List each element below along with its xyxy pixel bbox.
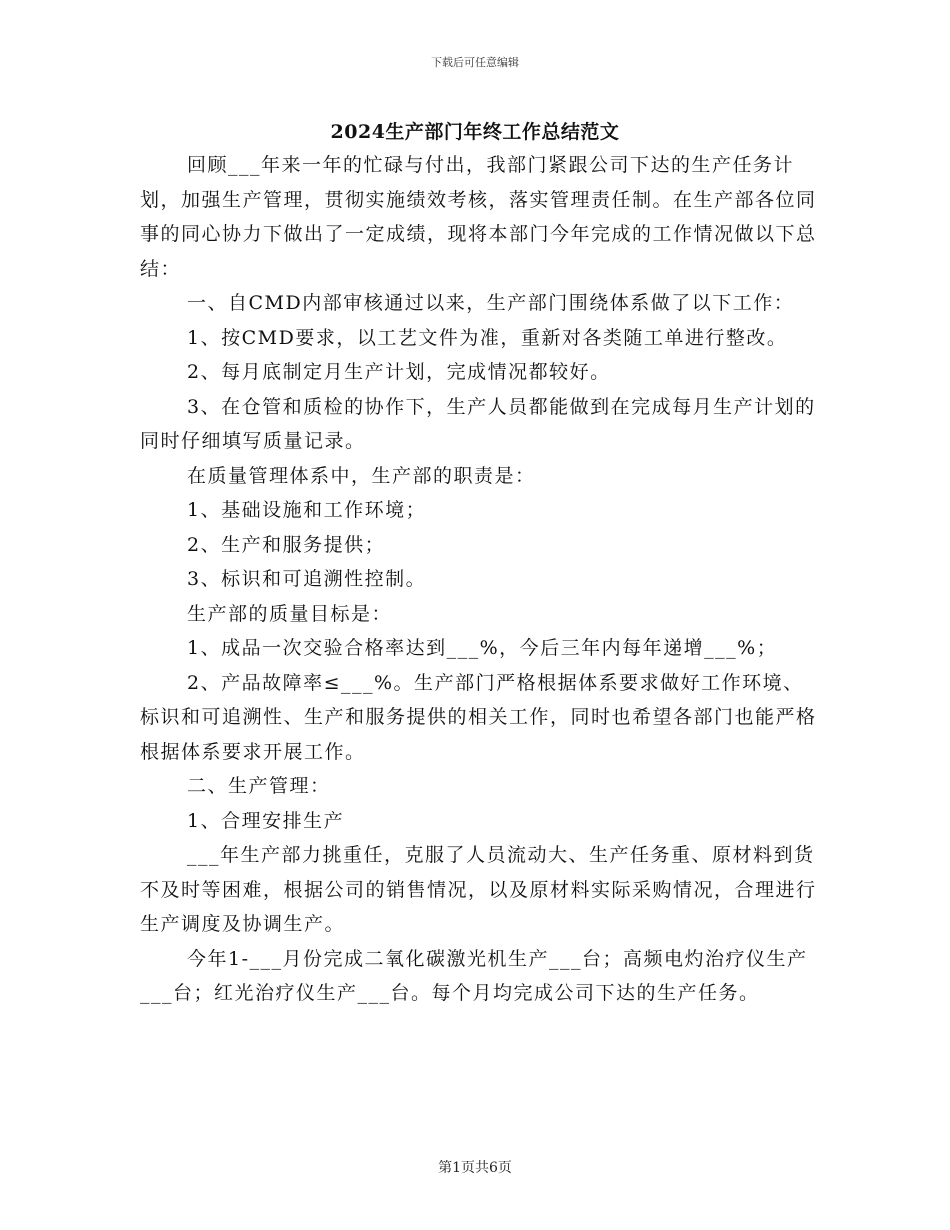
list-item: 2、生产和服务提供； xyxy=(187,533,386,556)
section-heading-cmd: 一、自CMD内部审核通过以来，生产部门围绕体系做了以下工作： xyxy=(187,292,795,314)
paragraph-quality-goals: 生产部的质量目标是： xyxy=(187,602,393,625)
list-item: 1、成品一次交验合格率达到___%，今后三年内每年递增___%； xyxy=(187,637,778,659)
subsection-heading: 1、合理安排生产 xyxy=(187,809,345,832)
list-item: 1、基础设施和工作环境； xyxy=(187,499,427,521)
document-body xyxy=(140,148,820,1011)
page-header: 下载后可任意编辑 xyxy=(431,56,519,69)
list-item: 3、标识和可追溯性控制。 xyxy=(187,568,427,590)
page-number: 第1页共6页 xyxy=(438,1160,512,1176)
list-item: 2、产品故障率≤___%。生产部门严格根据体系要求做好工作环境、标识和可追溯性、生产和服务提供的相关工作，同时也希望各部门也能严格根据体系要求开展工作。 xyxy=(140,671,817,763)
paragraph-output: 今年1-___月份完成二氧化碳激光机生产___台；高频电灼治疗仪生产___台；红光治疗仪生产___台。每个月均完成公司下达的生产任务。 xyxy=(140,947,808,1004)
list-item: 3、在仓管和质检的协作下，生产人员都能做到在完成每月生产计划的同时仔细填写质量记录。 xyxy=(140,395,816,452)
list-item: 2、每月底制定月生产计划，完成情况都较好。 xyxy=(187,361,611,383)
paragraph-intro: 回顾___年来一年的忙碌与付出，我部门紧跟公司下达的生产任务计划，加强生产管理，贯彻实施绩效考核，落实管理责任制。在生产部各位同事的同心协力下做出了一定成绩，现将本部门今年完成的工作情况做以下总结： xyxy=(140,154,817,280)
document-title: 2024生产部门年终工作总结范文 xyxy=(330,121,620,143)
list-item: 1、按CMD要求，以工艺文件为准，重新对各类随工单进行整改。 xyxy=(187,326,788,349)
section-heading-production: 二、生产管理： xyxy=(187,775,331,797)
paragraph-responsibilities: 在质量管理体系中，生产部的职责是： xyxy=(187,464,536,487)
paragraph-scheduling: ___年生产部力挑重任，克服了人员流动大、生产任务重、原材料到货不及时等困难，根据公司的销售情况，以及原材料实际采购情况，合理进行生产调度及协调生产。 xyxy=(140,844,817,935)
